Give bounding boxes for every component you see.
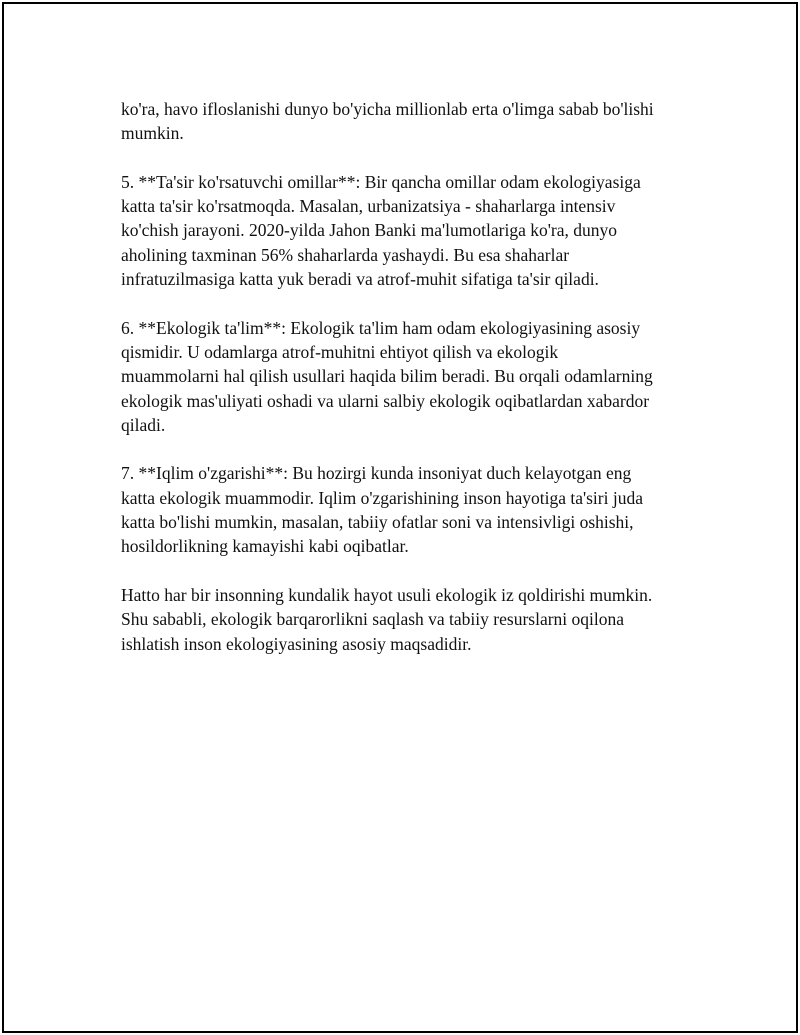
document-body [121, 97, 701, 680]
paragraph-item-6: 6. **Ekologik ta'lim**: Ekologik ta'lim ham odam ekologiyasining asosiy qismidir. U odamlarga atrof-muhitni ehtiyot qilish va ekologik muammolarni hal qilish usullari haqida bilim beradi. Bu orqali odamlarning ekologik mas'uliyati oshadi va ularni salbiy ekologik oqibatlardan xabardor qiladi. [121, 317, 653, 435]
paragraph-item-7: 7. **Iqlim o'zgarishi**: Bu hozirgi kunda insoniyat duch kelayotgan eng katta ekologik muammodir. Iqlim o'zgarishining inson hayotiga ta'siri juda katta bo'lishi mumkin, masalan, tabiiy ofatlar soni va intensivligi oshishi, hosildorlikning kamayishi kabi oqibatlar. [121, 463, 643, 557]
paragraph-conclusion: Hatto har bir insonning kundalik hayot usuli ekologik iz qoldirishi mumkin. Shu sababli, ekologik barqarorlikni saqlash va tabiiy resurslarni oqilona ishlatish inson ekologiyasining asosiy maqsadidir. [121, 584, 653, 654]
paragraph-item-5: 5. **Ta'sir ko'rsatuvchi omillar**: Bir qancha omillar odam ekologiyasiga katta ta'sir ko'rsatmoqda. Masalan, urbanizatsiya - shaharlarga intensiv ko'chish jarayoni. 2020-yilda Jahon Banki ma'lumotlariga ko'ra, dunyo aholining taxminan 56% shaharlarda yashaydi. Bu esa shaharlar infratuzilmasiga katta yuk beradi va atrof-muhit sifatiga ta'sir qiladi. [121, 171, 641, 290]
document-page [2, 2, 798, 1033]
paragraph-continuation: ko'ra, havo ifloslanishi dunyo bo'yicha millionlab erta o'limga sabab bo'lishi mumkin. [121, 99, 654, 144]
